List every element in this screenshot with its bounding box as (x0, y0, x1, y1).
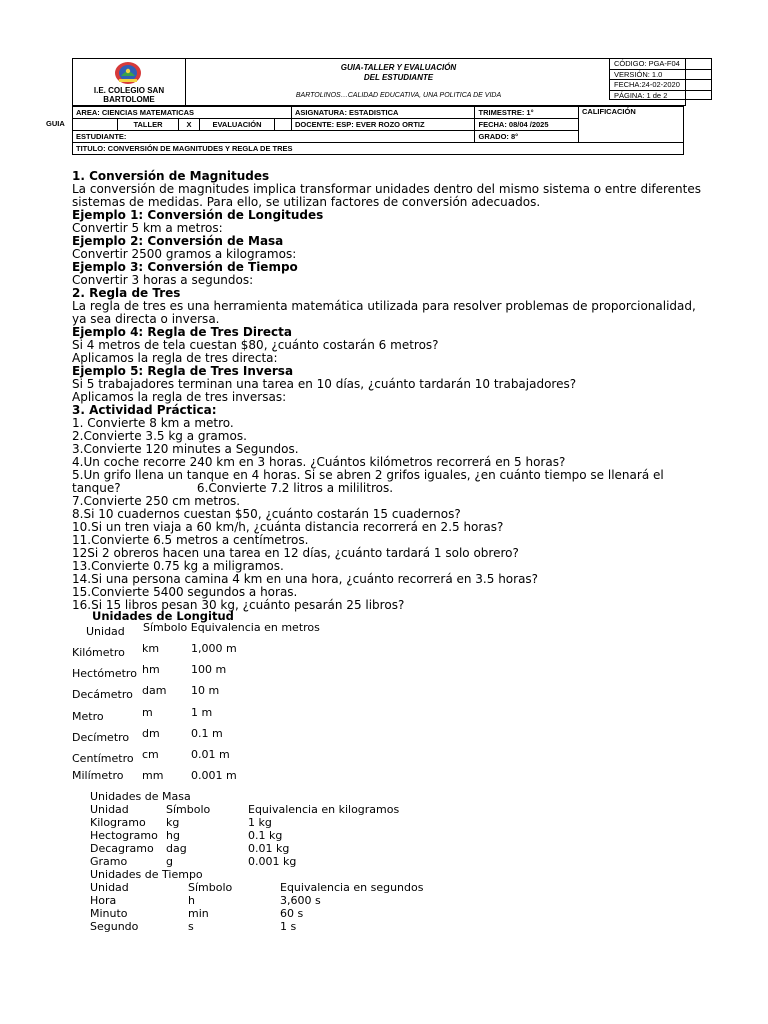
longitud-eq: 0.1 m (191, 727, 223, 740)
example-5-text-b: Aplicamos la regla de tres inversas: (72, 390, 287, 404)
document-title (186, 63, 611, 83)
masa-unidad: Gramo (90, 855, 128, 868)
tiempo-simbolo: min (188, 907, 209, 920)
header-title-block (186, 59, 611, 105)
activity-item: 12Si 2 obreros hacen una tarea en 12 días, ¿cuánto tardará 1 solo obrero? (72, 546, 519, 560)
masa-eq: 0.01 kg (248, 842, 290, 855)
estudiante-cell[interactable]: ESTUDIANTE: (73, 131, 475, 143)
tiempo-unidad: Minuto (90, 907, 128, 920)
longitud-eq: 10 m (191, 684, 220, 697)
masa-simbolo: hg (166, 829, 180, 842)
masa-header-eq: Equivalencia en kilogramos (248, 803, 400, 816)
tiempo-unidad: Hora (90, 894, 117, 907)
activity-item: 14.Si una persona camina 4 km en una hora, ¿cuánto recorrerá en 3.5 horas? (72, 572, 539, 586)
masa-simbolo: g (166, 855, 173, 868)
section-1-text-b: sistemas de medidas. Para ello, se utilizan factores de conversión adecuados. (72, 195, 541, 209)
example-2-text: Convertir 2500 gramos a kilogramos: (72, 247, 297, 261)
longitud-eq: 0.01 m (191, 748, 230, 761)
pagina: PÁGINA: 1 de 2 (609, 90, 712, 101)
tiempo-simbolo: s (188, 920, 194, 933)
longitud-simbolo: m (142, 706, 153, 719)
taller-mark: X (179, 119, 200, 131)
activity-item: 7.Convierte 250 cm metros. (72, 494, 241, 508)
longitud-eq: 0.001 m (191, 769, 237, 782)
example-4-text-a: Si 4 metros de tela cuestan $80, ¿cuánto costarán 6 metros? (72, 338, 439, 352)
activity-item: 16.Si 15 libros pesan 30 kg, ¿cuánto pesarán 25 libros? (72, 598, 405, 612)
tiempo-eq: 60 s (280, 907, 304, 920)
masa-unidad: Hectogramo (90, 829, 158, 842)
longitud-title: Unidades de Longitud (92, 609, 234, 623)
masa-eq: 1 kg (248, 816, 272, 829)
masa-simbolo: dag (166, 842, 187, 855)
activity-item: 10.Si un tren viaja a 60 km/h, ¿cuánta distancia recorrerá en 2.5 horas? (72, 520, 504, 534)
school-name: I.E. COLEGIO SAN BARTOLOME (93, 86, 165, 104)
longitud-simbolo: hm (142, 663, 160, 676)
section-3-title: 3. Actividad Práctica: (72, 403, 217, 417)
longitud-simbolo: dam (142, 684, 167, 697)
activity-item: 4.Un coche recorre 240 km en 3 horas. ¿Cuántos kilómetros recorrerá en 5 horas? (72, 455, 566, 469)
codigo: CÓDIGO: PGA-F04 (609, 58, 712, 69)
document-body (72, 170, 732, 612)
longitud-eq: 100 m (191, 663, 227, 676)
masa-unidad: Kilogramo (90, 816, 146, 829)
titulo-cell: TITULO: CONVERSIÓN DE MAGNITUDES Y REGLA DE TRES (73, 143, 684, 155)
example-1-text: Convertir 5 km a metros: (72, 221, 223, 235)
masa-unidad: Decagramo (90, 842, 154, 855)
section-2-title: 2. Regla de Tres (72, 286, 181, 300)
longitud-simbolo: km (142, 642, 160, 655)
empty-cell (73, 119, 118, 131)
example-3-text: Convertir 3 horas a segundos: (72, 273, 254, 287)
grado-cell: GRADO: 8° (475, 131, 579, 143)
longitud-header-unidad: Unidad (86, 625, 125, 638)
activity-item: tanque? 6.Convierte 7.2 litros a mililitros. (72, 481, 394, 495)
activity-item: 3.Convierte 120 minutes a Segundos. (72, 442, 299, 456)
longitud-eq: 1,000 m (191, 642, 237, 655)
example-2-title: Ejemplo 2: Conversión de Masa (72, 234, 284, 248)
longitud-unidad: Centímetro (72, 752, 134, 765)
activity-item: 11.Convierte 6.5 metros a centímetros. (72, 533, 309, 547)
info-table (72, 106, 684, 155)
tiempo-title: Unidades de Tiempo (90, 868, 203, 881)
version: VERSIÓN: 1.0 (609, 69, 712, 80)
activity-item: 8.Si 10 cuadernos cuestan $50, ¿cuánto costarán 15 cuadernos? (72, 507, 461, 521)
tiempo-unidad: Segundo (90, 920, 139, 933)
longitud-unidad: Decímetro (72, 731, 130, 744)
section-1-title: 1. Conversión de Magnitudes (72, 169, 270, 183)
tiempo-eq: 3,600 s (280, 894, 321, 907)
masa-header-unidad: Unidad (90, 803, 129, 816)
masa-eq: 0.1 kg (248, 829, 283, 842)
tiempo-header-eq: Equivalencia en segundos (280, 881, 424, 894)
evaluacion-checkbox[interactable] (275, 119, 292, 131)
evaluacion-cell: EVALUACIÓN (200, 119, 275, 131)
activity-item: 1. Convierte 8 km a metro. (72, 416, 234, 430)
activity-item: 2.Convierte 3.5 kg a gramos. (72, 429, 247, 443)
section-1-text-a: La conversión de magnitudes implica transformar unidades dentro del mismo sistema o entre diferentes (72, 182, 702, 196)
trimestre-cell: TRIMESTRE: 1° (475, 107, 579, 119)
example-5-text-a: Si 5 trabajadores terminan una tarea en 10 días, ¿cuánto tardarán 10 trabajadores? (72, 377, 577, 391)
longitud-unidad: Decámetro (72, 688, 133, 701)
masa-simbolo: kg (166, 816, 180, 829)
tiempo-header-unidad: Unidad (90, 881, 129, 894)
example-1-title: Ejemplo 1: Conversión de Longitudes (72, 208, 324, 222)
masa-header-simbolo: Símbolo (166, 803, 211, 816)
longitud-simbolo: mm (142, 769, 164, 782)
longitud-simbolo: cm (142, 748, 159, 761)
title-line-1: GUIA-TALLER Y EVALUACIÓN (340, 63, 457, 72)
school-crest-icon (113, 61, 143, 85)
docente-cell: DOCENTE: ESP: EVER ROZO ORTIZ (292, 119, 475, 131)
guia-label: GUIA (46, 119, 65, 128)
fecha-documento: FECHA:24-02-2020 (609, 79, 712, 90)
title-line-2: DEL ESTUDIANTE (363, 73, 434, 82)
school-motto: BARTOLINOS…CALIDAD EDUCATIVA, UNA POLITICA DE VIDA (295, 92, 502, 99)
activity-item: 13.Convierte 0.75 kg a miligramos. (72, 559, 284, 573)
tiempo-eq: 1 s (280, 920, 297, 933)
masa-eq: 0.001 kg (248, 855, 297, 868)
longitud-unidad: Hectómetro (72, 667, 137, 680)
document-header (72, 58, 686, 106)
activity-item: 15.Convierte 5400 segundos a horas. (72, 585, 298, 599)
tiempo-simbolo: h (188, 894, 195, 907)
fecha-cell: FECHA: 08/04 /2025 (475, 119, 579, 131)
masa-title: Unidades de Masa (90, 790, 191, 803)
section-2-text-a: La regla de tres es una herramienta matemática utilizada para resolver problemas de proporcionalidad, (72, 299, 696, 313)
example-3-title: Ejemplo 3: Conversión de Tiempo (72, 260, 298, 274)
longitud-eq: 1 m (191, 706, 213, 719)
longitud-unidad: Kilómetro (72, 646, 125, 659)
longitud-simbolo: dm (142, 727, 160, 740)
school-logo-cell (73, 59, 186, 105)
asignatura-cell: ASIGNATURA: ESTADISTICA (292, 107, 475, 119)
activity-item: 5.Un grifo llena un tanque en 4 horas. Si se abren 2 grifos iguales, ¿en cuánto tiempo se llenará el (72, 468, 664, 482)
example-4-title: Ejemplo 4: Regla de Tres Directa (72, 325, 292, 339)
tiempo-header-simbolo: Símbolo (188, 881, 233, 894)
taller-cell: TALLER (118, 119, 179, 131)
section-2-text-b: ya sea directa o inversa. (72, 312, 220, 326)
longitud-unidad: Milímetro (72, 769, 124, 782)
example-4-text-b: Aplicamos la regla de tres directa: (72, 351, 278, 365)
longitud-header-rest: Símbolo Equivalencia en metros (143, 621, 320, 634)
calificacion-cell: CALIFICACIÓN (579, 107, 684, 143)
document-metadata (609, 58, 712, 100)
example-5-title: Ejemplo 5: Regla de Tres Inversa (72, 364, 294, 378)
area-cell: AREA: CIENCIAS MATEMATICAS (73, 107, 292, 119)
longitud-unidad: Metro (72, 710, 104, 723)
